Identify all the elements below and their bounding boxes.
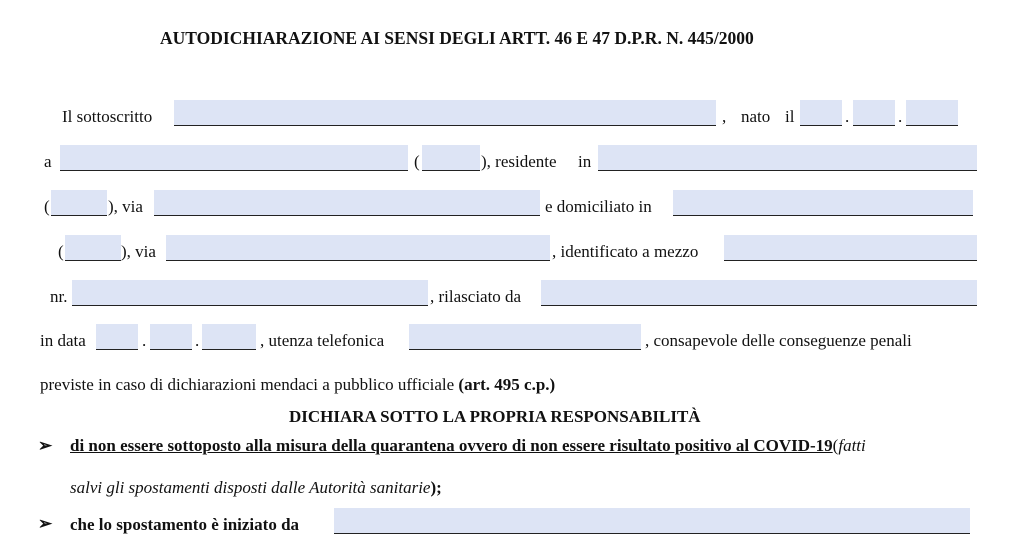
nr-label: nr. — [50, 287, 68, 306]
art-reference: (art. 495 c.p.) — [458, 375, 556, 394]
paren-open: ( — [832, 436, 839, 455]
prov-residenza-field[interactable] — [51, 190, 107, 216]
previste-text — [40, 375, 555, 395]
via-domicilio-field[interactable] — [166, 235, 550, 261]
luogo-nascita-field[interactable] — [60, 145, 408, 171]
bullet1-continuation — [70, 478, 442, 498]
sottoscritto-label: Il sottoscritto — [62, 107, 153, 126]
rilasciato-label: , rilasciato da — [430, 287, 522, 306]
bullet1-text — [70, 436, 866, 456]
nato-giorno-field[interactable] — [800, 100, 842, 126]
prov-nascita-field[interactable] — [422, 145, 480, 171]
date-dot: . — [898, 107, 903, 126]
identificato-label: , identificato a mezzo — [552, 242, 699, 261]
utenza-label: , utenza telefonica — [260, 331, 385, 350]
residente-label: ), residente — [481, 152, 557, 171]
paren-open: ( — [58, 242, 64, 261]
nome-field[interactable] — [174, 100, 716, 126]
salvi-text: salvi gli spostamenti disposti dalle Autorità sanitarie — [70, 478, 431, 497]
rilasciato-da-field[interactable] — [541, 280, 977, 306]
nato-label: nato — [741, 107, 771, 126]
arrow-bullet-icon: ➢ — [38, 514, 53, 533]
nato-anno-field[interactable] — [906, 100, 958, 126]
prov-domicilio-field[interactable] — [65, 235, 121, 261]
numero-documento-field[interactable] — [72, 280, 428, 306]
comma-text: , — [722, 107, 727, 126]
quarantena-statement: di non essere sottoposto alla misura della quarantena ovvero di non essere risultato positivo al COVID-19 — [70, 436, 833, 455]
consapevole-label: , consapevole delle conseguenze penali — [645, 331, 912, 350]
domiciliato-label: e domiciliato in — [545, 197, 652, 216]
via-label: ), via — [108, 197, 143, 216]
residenza-field[interactable] — [598, 145, 977, 171]
telefono-field[interactable] — [409, 324, 641, 350]
data-mese-field[interactable] — [150, 324, 192, 350]
date-dot: . — [142, 331, 147, 350]
arrow-bullet-icon: ➢ — [38, 436, 53, 455]
previste-label: previste in caso di dichiarazioni mendaci a pubblico ufficiale — [40, 375, 459, 394]
via-label: ), via — [121, 242, 156, 261]
fatti-text: fatti — [838, 436, 866, 455]
via-residenza-field[interactable] — [154, 190, 540, 216]
in-label: in — [578, 152, 592, 171]
documento-field[interactable] — [724, 235, 977, 261]
domicilio-field[interactable] — [673, 190, 973, 216]
close-paren: ); — [430, 478, 442, 497]
data-anno-field[interactable] — [202, 324, 256, 350]
a-label: a — [44, 152, 52, 171]
il-label: il — [785, 107, 795, 126]
paren-open: ( — [44, 197, 50, 216]
partenza-field[interactable] — [334, 508, 970, 534]
dichiara-heading: DICHIARA SOTTO LA PROPRIA RESPONSABILITÀ — [289, 407, 701, 426]
nato-mese-field[interactable] — [853, 100, 895, 126]
date-dot: . — [845, 107, 850, 126]
data-giorno-field[interactable] — [96, 324, 138, 350]
date-dot: . — [195, 331, 200, 350]
spostamento-label: che lo spostamento è iniziato da — [70, 515, 300, 534]
document-title: AUTODICHIARAZIONE AI SENSI DEGLI ARTT. 46 E 47 D.P.R. N. 445/2000 — [160, 28, 754, 48]
paren-open: ( — [414, 152, 420, 171]
in-data-label: in data — [40, 331, 86, 350]
